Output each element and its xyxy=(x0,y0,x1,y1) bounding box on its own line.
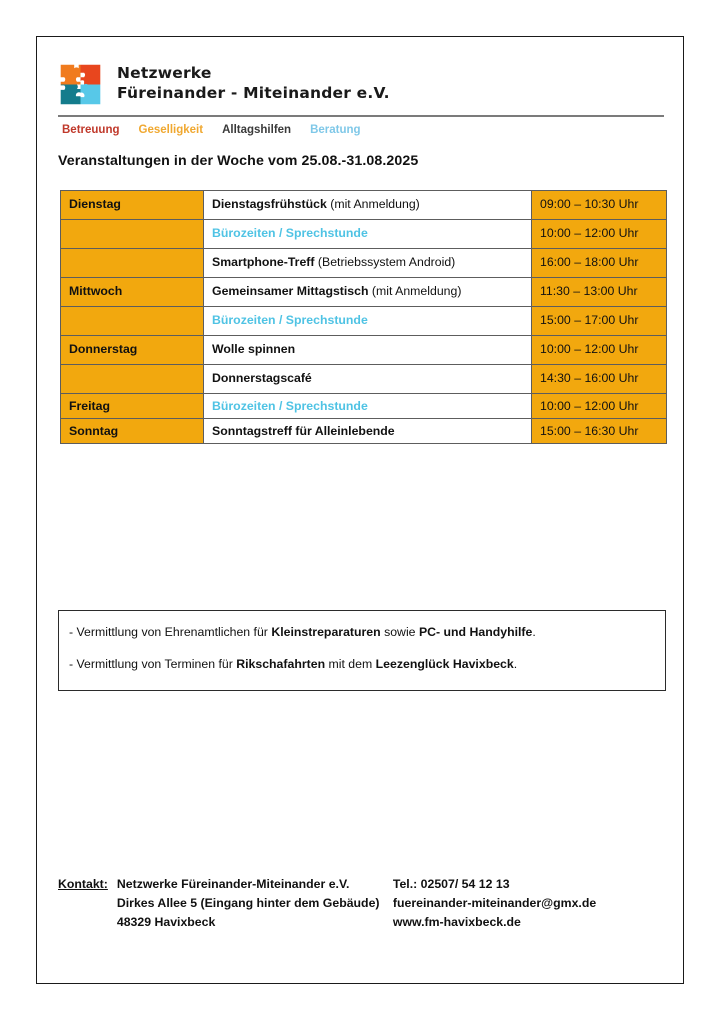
header-nav xyxy=(58,124,664,136)
cell-time: 14:30 – 16:00 Uhr xyxy=(532,365,667,394)
event-name: Sonntagstreff für Alleinlebende xyxy=(212,424,395,438)
nav-item-alltagshilfen[interactable]: Alltagshilfen xyxy=(222,123,292,136)
cell-event xyxy=(204,419,532,444)
event-name: Gemeinsamer Mittagstisch xyxy=(212,284,369,298)
brand-row xyxy=(58,56,664,112)
cell-event xyxy=(204,191,532,220)
document-page xyxy=(36,36,684,984)
note-line-2 xyxy=(69,657,655,672)
table-row xyxy=(61,394,667,419)
cell-time: 11:30 – 13:00 Uhr xyxy=(532,278,667,307)
contact-org: Netzwerke Füreinander-Miteinander e.V. xyxy=(116,877,350,891)
cell-time: 16:00 – 18:00 Uhr xyxy=(532,249,667,278)
event-name: Wolle spinnen xyxy=(212,342,296,356)
contact-address xyxy=(117,875,393,932)
table-row xyxy=(61,365,667,394)
contact-website[interactable]: www.fm-havixbeck.de xyxy=(392,915,521,930)
cell-day xyxy=(61,365,204,394)
note-2-bold-1: Rikschafahrten xyxy=(236,657,326,672)
table-row xyxy=(61,220,667,249)
cell-event xyxy=(204,249,532,278)
contact-street: Dirkes Allee 5 (Eingang hinter dem Gebäude) xyxy=(116,896,380,911)
cell-time: 15:00 – 17:00 Uhr xyxy=(532,307,667,336)
contact-details xyxy=(393,875,596,932)
contact-email[interactable]: fuereinander-miteinander@gmx.de xyxy=(392,896,597,911)
event-name: Donnerstagscafé xyxy=(212,371,312,385)
cell-day: Dienstag xyxy=(61,191,204,220)
page-header xyxy=(58,56,664,136)
event-name: Smartphone-Treff xyxy=(212,255,315,269)
event-note: (Betriebssystem Android) xyxy=(314,255,456,269)
note-1-post: . xyxy=(532,625,536,639)
contact-phone: Tel.: 02507/ 54 12 13 xyxy=(392,877,510,891)
cell-event xyxy=(204,394,532,419)
cell-day: Sonntag xyxy=(61,419,204,444)
cell-event xyxy=(204,336,532,365)
event-name: Bürozeiten / Sprechstunde xyxy=(212,226,368,240)
cell-event xyxy=(204,365,532,394)
brand-line-2: Füreinander - Miteinander e.V. xyxy=(117,84,390,102)
note-line-1 xyxy=(69,625,655,640)
brand-text xyxy=(117,63,390,105)
note-1-bold-1: Kleinstreparaturen xyxy=(271,625,381,639)
nav-item-geselligkeit[interactable]: Geselligkeit xyxy=(138,123,204,136)
table-row xyxy=(61,419,667,444)
contact-block xyxy=(58,875,596,932)
cell-day xyxy=(61,249,204,278)
cell-day: Freitag xyxy=(61,394,204,419)
cell-time: 10:00 – 12:00 Uhr xyxy=(532,336,667,365)
schedule-body xyxy=(61,191,667,444)
cell-day: Donnerstag xyxy=(61,336,204,365)
note-2-bold-2: Leezenglück Havixbeck xyxy=(375,657,514,672)
event-name: Bürozeiten / Sprechstunde xyxy=(212,399,368,413)
nav-item-betreuung[interactable]: Betreuung xyxy=(62,123,120,136)
page-title: Veranstaltungen in der Woche vom 25.08.-31.08.2025 xyxy=(58,153,419,169)
cell-event xyxy=(204,278,532,307)
table-row xyxy=(61,278,667,307)
cell-event xyxy=(204,307,532,336)
cell-time: 09:00 – 10:30 Uhr xyxy=(532,191,667,220)
note-1-mid: sowie xyxy=(380,625,419,639)
note-2-post: . xyxy=(513,657,518,672)
cell-time: 15:00 – 16:30 Uhr xyxy=(532,419,667,444)
table-row xyxy=(61,307,667,336)
event-note: (mit Anmeldung) xyxy=(326,197,420,211)
note-2-pre: - Vermittlung von Terminen für xyxy=(69,657,237,672)
brand-line-1: Netzwerke xyxy=(117,63,212,82)
schedule-table xyxy=(60,190,667,444)
cell-day xyxy=(61,220,204,249)
header-divider xyxy=(58,115,664,117)
table-row xyxy=(61,249,667,278)
cell-time: 10:00 – 12:00 Uhr xyxy=(532,220,667,249)
puzzle-logo xyxy=(58,62,103,107)
table-row xyxy=(61,191,667,220)
note-1-bold-2: PC- und Handyhilfe xyxy=(418,625,533,639)
event-name: Bürozeiten / Sprechstunde xyxy=(212,313,368,327)
cell-event xyxy=(204,220,532,249)
nav-item-beratung[interactable]: Beratung xyxy=(310,123,361,136)
cell-time: 10:00 – 12:00 Uhr xyxy=(532,394,667,419)
event-name: Dienstagsfrühstück xyxy=(212,197,327,211)
contact-label: Kontakt: xyxy=(58,877,108,891)
contact-city: 48329 Havixbeck xyxy=(116,915,216,930)
cell-day: Mittwoch xyxy=(61,278,204,307)
event-note: (mit Anmeldung) xyxy=(368,284,462,298)
note-2-mid: mit dem xyxy=(325,657,376,672)
cell-day xyxy=(61,307,204,336)
services-note-box xyxy=(58,610,666,691)
note-1-pre: - Vermittlung von Ehrenamtlichen für xyxy=(69,625,272,639)
table-row xyxy=(61,336,667,365)
